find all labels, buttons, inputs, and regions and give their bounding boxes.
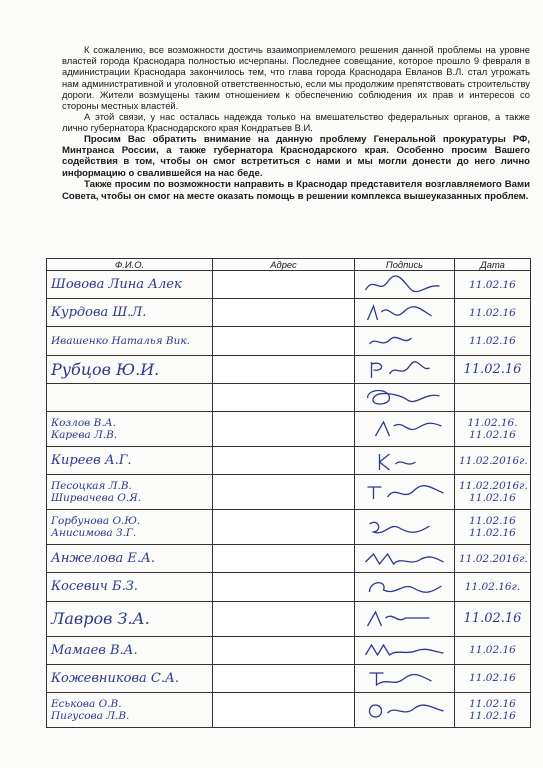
table-row: [47, 510, 531, 545]
signer-name: Мамаев В.А.: [51, 642, 138, 658]
address-redacted: [213, 510, 355, 545]
address-redacted: [213, 383, 355, 411]
signature-cell: [355, 664, 455, 692]
handwritten-signature: [359, 481, 450, 503]
signature-cell: [355, 692, 455, 727]
sign-date: 11.02.16: [469, 672, 516, 685]
signer-name: Горбунова О.Ю.: [51, 515, 141, 528]
paragraph-2: А этой связи, у нас осталась надежда только на вмешательство федеральных органов, а также лично губернатора Краснодарского края Кондратьев В.И.: [62, 111, 530, 134]
signature-cell: [355, 573, 455, 601]
signature-cell: [355, 271, 455, 299]
sign-date: 11.02.16: [469, 697, 516, 710]
letter-body: [62, 44, 530, 202]
table-row: [47, 271, 531, 299]
sign-date: 11.02.16: [463, 361, 522, 377]
signer-name-second: Анисимова З.Г.: [51, 527, 137, 540]
sign-date-second: 11.02.16: [469, 428, 516, 441]
table-row: [47, 299, 531, 327]
handwritten-signature: [359, 639, 450, 661]
table-row: [47, 601, 531, 636]
address-redacted: [213, 446, 355, 474]
signature-cell: [355, 327, 455, 355]
address-redacted: [213, 271, 355, 299]
signer-name: Шовова Лина Алек: [51, 277, 182, 293]
handwritten-signature: [359, 516, 450, 538]
handwritten-signature: [359, 358, 450, 380]
table-row: [47, 692, 531, 727]
handwritten-signature: [359, 576, 450, 598]
address-redacted: [213, 299, 355, 327]
sign-date-second: 11.02.16: [469, 492, 516, 505]
handwritten-signature: [359, 418, 450, 440]
sign-date: 11.02.16: [463, 611, 522, 626]
table-row: [47, 327, 531, 355]
address-redacted: [213, 573, 355, 601]
signer-name: Курдова Ш.Л.: [51, 305, 147, 321]
signer-name: Козлов В.А.: [51, 416, 116, 429]
signer-name: Киреев А.Г.: [51, 453, 132, 469]
signature-cell: [355, 383, 455, 411]
sign-date-second: 11.02.16: [469, 527, 516, 540]
signature-cell: [355, 299, 455, 327]
header-address: Адрес: [213, 259, 355, 271]
handwritten-signature: [359, 608, 450, 630]
signature-table: [46, 258, 531, 728]
handwritten-signature: [359, 386, 450, 408]
handwritten-signature: [359, 699, 450, 721]
sign-date: 11.02.16.: [467, 416, 518, 429]
sign-date: 11.02.16: [469, 334, 516, 347]
signature-cell: [355, 545, 455, 573]
signer-name: Ивашенко Наталья Вик.: [51, 334, 190, 347]
table-row: [47, 446, 531, 474]
table-row: [47, 383, 531, 411]
handwritten-signature: [359, 330, 450, 352]
signer-name: Косевич Б.З.: [51, 579, 138, 595]
signature-cell: [355, 446, 455, 474]
signer-name-second: Ширвачева О.Я.: [51, 492, 142, 505]
sign-date: 11.02.16г.: [464, 580, 521, 593]
address-redacted: [213, 636, 355, 664]
handwritten-signature: [359, 274, 450, 296]
table-row: [47, 411, 531, 446]
signer-name: Песоцкая Л.В.: [51, 480, 132, 493]
signature-cell: [355, 636, 455, 664]
sign-date: 11.02.2016г.: [459, 480, 528, 493]
signature-cell: [355, 510, 455, 545]
table-row: [47, 573, 531, 601]
signer-name: Кожевникова С.А.: [51, 670, 179, 686]
address-redacted: [213, 355, 355, 383]
table-row: [47, 545, 531, 573]
header-date: Дата: [455, 259, 531, 271]
signer-name-second: Пигусова Л.В.: [51, 709, 130, 722]
handwritten-signature: [359, 667, 450, 689]
address-redacted: [213, 327, 355, 355]
sign-date: 11.02.16: [469, 515, 516, 528]
signer-name: Рубцов Ю.И.: [51, 359, 160, 379]
table-row: [47, 664, 531, 692]
signer-name: Лавров З.А.: [51, 609, 150, 628]
table-row: [47, 636, 531, 664]
signer-name-second: Карева Л.В.: [51, 428, 118, 441]
sign-date: 11.02.2016г.: [459, 454, 528, 467]
sign-date-second: 11.02.16: [469, 709, 516, 722]
header-name: Ф.И.О.: [47, 259, 213, 271]
handwritten-signature: [359, 548, 450, 570]
sign-date: 11.02.16: [469, 306, 516, 319]
paragraph-3: Просим Вас обратить внимание на данную проблему Генеральной прокуратуры РФ, Минтранса России, а также губернатора Краснодарского края. Особенно просим Вашего содействия в том, чтобы он смог встретиться с нами и мы могли донести до него лично информацию о свалившейся на нас беде.: [62, 133, 530, 179]
header-signature: Подпись: [355, 259, 455, 271]
paragraph-4: Также просим по возможности направить в Краснодар представителя возглавляемого Вами Совета, чтобы он смог на месте оказать помощь в решении комплекса вышеуказанных проблем.: [62, 179, 530, 202]
address-redacted: [213, 601, 355, 636]
signature-cell: [355, 601, 455, 636]
table-header: [47, 259, 531, 271]
signature-cell: [355, 475, 455, 510]
address-redacted: [213, 664, 355, 692]
address-redacted: [213, 692, 355, 727]
signer-name: Анжелова Е.А.: [51, 551, 156, 567]
handwritten-signature: [359, 302, 450, 324]
table-row: [47, 475, 531, 510]
sign-date: 11.02.16: [469, 644, 516, 657]
address-redacted: [213, 545, 355, 573]
table-row: [47, 355, 531, 383]
handwritten-signature: [359, 450, 450, 472]
address-redacted: [213, 411, 355, 446]
signature-cell: [355, 411, 455, 446]
sign-date: 11.02.16: [469, 278, 516, 291]
signer-name: Еськова О.В.: [51, 697, 122, 710]
sign-date: 11.02.2016г.: [459, 552, 528, 565]
address-redacted: [213, 475, 355, 510]
signature-cell: [355, 355, 455, 383]
paragraph-1: К сожалению, все возможности достичь взаимоприемлемого решения данной проблемы на уровне властей города Краснодара полностью исчерпаны. Последнее совещание, которое прошло 9 февраля в администрации Краснодара закончилось тем, что глава города Краснодара Евланов В.Л. стал угрожать нам административной и уголовной ответственностью, если мы продолжим препятствовать строительству дороги. Жители возмущены таким отношением к обеспечению соблюдения их прав и интересов со стороны местных властей.: [62, 44, 530, 112]
